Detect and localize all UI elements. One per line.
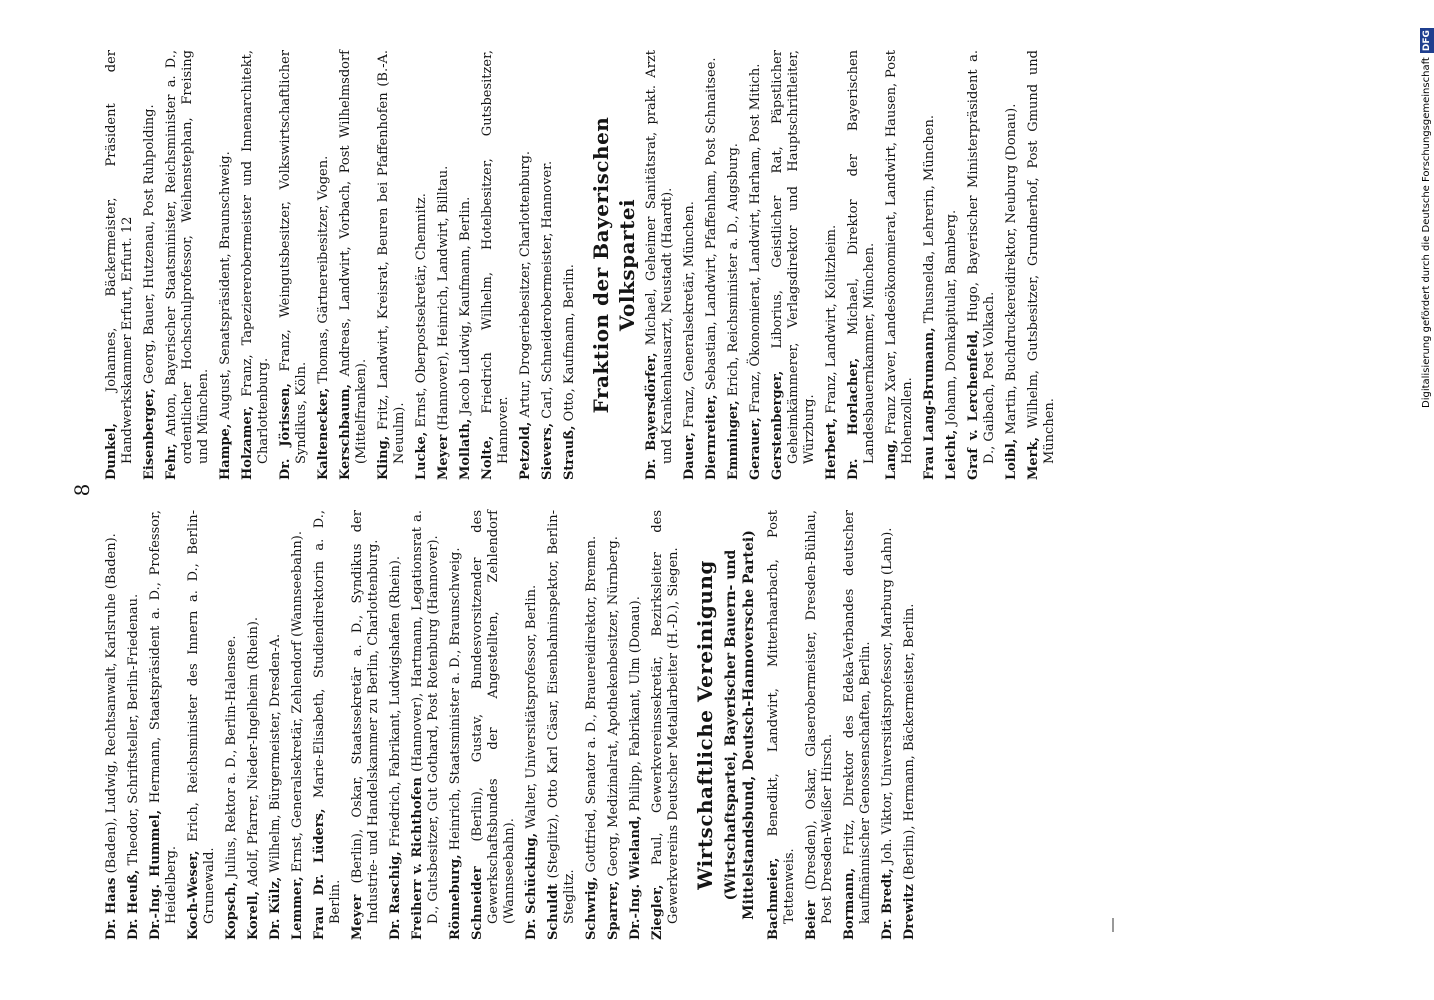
member-name: Dr. Haas — [104, 877, 119, 940]
member-name: Schneider — [470, 866, 485, 940]
member-name: Fehr, — [164, 443, 179, 480]
member-entry — [1026, 50, 1058, 480]
member-details: August, Senatspräsident, Braunschweig. — [218, 151, 233, 420]
member-details: Wilhelm, Gutsbesitzer, Grundnerhof, Post Gmund und München. — [1026, 50, 1057, 464]
member-name: Lang, — [884, 439, 899, 480]
member-name: Kaltenecker, — [316, 387, 331, 480]
member-name: Diernreiter, — [704, 394, 719, 480]
member-name: Beier — [804, 900, 819, 940]
member-entry — [338, 50, 370, 480]
member-details: Johannes, Bäckermeister, Präsident der Handwerkskammer Erfurt, Erfurt. 12 — [104, 50, 135, 464]
member-name: Graf v. Lerchenfeld, — [966, 329, 981, 480]
member-entry — [480, 50, 512, 480]
member-details: Joh. Viktor, Universitätsprofessor, Marburg (Lahn). — [880, 527, 895, 865]
member-entry — [126, 510, 142, 940]
member-details: Franz, Weingutsbesitzer, Volkswirtschaftlicher Syndikus, Köln. — [278, 50, 309, 464]
member-name: Holzamer, — [240, 405, 255, 480]
member-name: Petzold, — [518, 421, 533, 480]
member-details: Sebastian, Landwirt, Pfaffenham, Post Schnaitsee. — [704, 57, 719, 391]
member-details: Otto, Kaufmann, Berlin. — [562, 264, 577, 422]
member-name: Dunkel, — [104, 423, 119, 480]
member-entry — [842, 510, 874, 940]
member-entry — [704, 50, 720, 480]
member-details: Erich, Reichsminister a. D., Augsburg. — [726, 143, 741, 397]
member-name: Emminger, — [726, 400, 741, 480]
member-entry — [902, 510, 918, 940]
rotated-page-content — [70, 40, 1380, 940]
member-entry — [726, 50, 742, 480]
member-name: Herbert, — [824, 417, 839, 480]
member-details: Marie-Elisabeth, Studiendirektorin a. D., Berlin. — [312, 510, 343, 924]
member-entry — [104, 50, 136, 480]
member-name: Kopsch, — [224, 882, 239, 940]
member-entry — [376, 50, 408, 480]
member-entry — [148, 510, 180, 940]
member-name: Dr. Bredt, — [880, 868, 895, 940]
member-entry — [224, 510, 240, 940]
member-name: Lucke, — [414, 431, 429, 480]
member-details: Georg, Bauer, Hutzenau, Post Ruhpolding. — [142, 104, 157, 384]
member-entry — [458, 50, 474, 480]
left-entries-a — [104, 510, 682, 940]
member-entry — [470, 510, 518, 940]
member-entry — [944, 50, 960, 480]
section-heading-bayerische-volkspartei: Fraktion der Bayerischen Volkspartei — [589, 116, 639, 414]
member-entry — [524, 510, 540, 940]
member-details: Julius, Rektor a. D., Berlin-Halensee. — [224, 635, 239, 878]
member-entry — [388, 510, 404, 940]
member-name: Eisenberger, — [142, 388, 157, 480]
member-entry — [804, 510, 836, 940]
member-details: Franz Xaver, Landesökonomierat, Landwirt, Hausen, Post Hohenzollen. — [884, 50, 915, 464]
member-details: Franz, Generalsekretär, München. — [682, 201, 697, 428]
member-entry — [884, 50, 916, 480]
member-name: Meyer — [436, 434, 451, 480]
left-entries-b — [766, 510, 918, 940]
member-details: Walter, Universitätsprofessor, Berlin. — [524, 584, 539, 829]
member-name: Dauer, — [682, 432, 697, 480]
member-name: Bachmeier, — [766, 857, 781, 940]
member-name: Drewitz — [902, 884, 917, 940]
digitization-sidebar — [1418, 8, 1434, 428]
right-column — [104, 50, 1064, 480]
member-entry — [350, 510, 382, 940]
member-entry — [186, 510, 218, 940]
member-name: Kling, — [376, 435, 391, 480]
member-name: Bormann, — [842, 867, 857, 940]
member-entry — [748, 50, 764, 480]
member-details: (Dresden), Oskar, Glaserobermeister, Dresden-Bühlau, Post Dresden-Weißer Hirsch. — [804, 509, 835, 924]
member-details: Carl, Schneiderobermeister, Hannover. — [540, 160, 555, 419]
member-name: Gerstenberger, — [770, 370, 785, 480]
section-heading-wirtschaftliche-vereinigung: Wirtschaftliche Vereinigung — [693, 560, 717, 890]
member-details: Thusnelda, Lehrerin, München. — [922, 115, 937, 324]
member-details: Martin, Buchdruckereidirektor, Neuburg (Donau). — [1004, 103, 1019, 435]
member-details: Franz, Tapeziererobermeister und Innenarchitekt, Charlottenburg. — [240, 50, 271, 464]
member-entry — [1004, 50, 1020, 480]
sidebar-credit-text: Digitalisierung gefördert durch die Deutsche Forschungsgemeinschaft — [1421, 57, 1432, 408]
member-entry — [628, 510, 644, 940]
member-details: Michael, Geheimer Sanitätsrat, prakt. Arzt und Krankenhausarzt, Neustadt (Haardt). — [644, 50, 675, 464]
member-entry — [644, 50, 676, 480]
member-details: (Berlin), Gustav, Bundesvorsitzender des Gewerkschaftsbundes der Angestellten, Zehlendorf (Wannseebahn). — [470, 510, 517, 924]
member-entry — [316, 50, 332, 480]
member-entry — [240, 50, 272, 480]
right-entries-a — [104, 50, 578, 480]
sidebar-text-line — [1420, 8, 1434, 408]
member-name: Rönneburg, — [448, 854, 463, 940]
member-entry — [562, 50, 578, 480]
member-name: Koch-Weser, — [186, 850, 201, 940]
member-details: Georg, Medizinalrat, Apothekenbesitzer, Nürnberg. — [606, 536, 621, 877]
member-name: Ziegler, — [650, 884, 665, 940]
member-details: Franz, Landwirt, Kolitzheim. — [824, 224, 839, 414]
member-name: Loibl, — [1004, 438, 1019, 480]
member-entry — [414, 50, 430, 480]
member-details: Ernst, Oberpostsekretär, Chemnitz. — [414, 193, 429, 428]
member-entry — [682, 50, 698, 480]
member-name: Schwrig, — [584, 876, 599, 940]
dfg-logo: DFG — [1422, 30, 1432, 52]
member-entry — [104, 510, 120, 940]
member-details: Thomas, Gärtnereibesitzer, Vogen. — [316, 155, 331, 384]
member-entry — [770, 50, 818, 480]
member-details: Paul, Gewerkvereinssekretär, Bezirksleiter des Gewerkvereins Deutscher Metallarbeiter (H.-D.), Siegen. — [650, 509, 681, 924]
member-entry — [142, 50, 158, 480]
member-name: Sparrer, — [606, 880, 621, 940]
member-entry — [766, 510, 798, 940]
member-details: Hugo, Bayerischer Ministerpräsident a. D., Gaibach, Post Volkach. — [966, 49, 997, 464]
member-name: Leicht, — [944, 429, 959, 480]
member-details: Fritz, Landwirt, Kreisrat, Beuren bei Pfaffenhofen (B.-A. Neuulm). — [376, 50, 407, 464]
member-entry — [546, 510, 578, 940]
member-name: Dr. Jörissen, — [278, 383, 293, 480]
member-entry — [164, 50, 212, 480]
member-name: Kerschbaum, — [338, 383, 353, 480]
member-name: Dr. Horlacher, — [846, 357, 861, 480]
member-details: Wilhelm, Bürgermeister, Dresden-A. — [268, 633, 283, 873]
member-name: Sievers, — [540, 422, 555, 480]
member-name: Hampe, — [218, 423, 233, 480]
member-details: Artur, Drogeriebesitzer, Charlottenburg. — [518, 150, 533, 418]
member-name: Frau Dr. Lüders, — [312, 808, 327, 940]
member-details: Michael, Direktor der Bayerischen Landesbauernkammer, München. — [846, 49, 877, 464]
member-entry — [312, 510, 344, 940]
member-name: Meyer — [350, 894, 365, 940]
member-details: Johann, Domkapitular, Bamberg. — [944, 209, 959, 426]
member-name: Dr. Schücking, — [524, 832, 539, 940]
member-entry — [290, 510, 306, 940]
scan-mark — [1112, 918, 1114, 932]
right-entries-b — [644, 50, 1058, 480]
member-details: Benedikt, Landwirt, Mitterhaarbach, Post Tettenweis. — [766, 510, 797, 924]
member-name: Mollath, — [458, 418, 473, 480]
member-name: Dr.-Ing. Wieland, — [628, 815, 643, 940]
member-entry — [278, 50, 310, 480]
member-entry — [268, 510, 284, 940]
member-name: Frau Lang-Brumann, — [922, 327, 937, 480]
member-name: Dr. Bayersdörfer, — [644, 352, 659, 480]
member-details: Franz, Ökonomierat, Landwirt, Harham, Post Mitich. — [748, 63, 763, 414]
member-details: (Hannover), Heinrich, Landwirt, Billtau. — [436, 165, 451, 431]
section-subheading: (Wirtschaftspartei, Bayerischer Bauern- und Mittelstandsbund, Deutsch-Hannoversche Partei) — [723, 530, 757, 920]
member-details: Erich, Reichsminister des Innern a. D., Berlin-Grunewald. — [186, 510, 217, 924]
member-name: Korell, — [246, 890, 261, 940]
member-entry — [824, 50, 840, 480]
member-name: Dr. Heuß, — [126, 869, 141, 940]
member-entry — [246, 510, 262, 940]
member-entry — [448, 510, 464, 940]
member-entry — [436, 50, 452, 480]
member-name: Merk, — [1026, 436, 1041, 480]
member-details: Andreas, Landwirt, Vorbach, Post Wilhelmsdorf (Mittelfranken). — [338, 50, 369, 464]
member-details: (Hannover), Hartmann, Legationsrat a. D., Gutsbesitzer, Gut Gothard, Post Rotenburg (Hannover). — [410, 510, 441, 924]
member-entry — [880, 510, 896, 940]
member-details: Anton, Bayerischer Staatsminister, Reichsminister a. D., ordentlicher Hochschulprofessor, Weihenstephan, Freising und München. — [164, 50, 211, 464]
member-entry — [540, 50, 556, 480]
member-entry — [518, 50, 534, 480]
member-name: Dr. Külz, — [268, 876, 283, 940]
member-details: Liborius, Geistlicher Rat, Päpstlicher Geheimkämmerer, Verlagsdirektor und Hauptschriftleiter, Würzburg. — [770, 49, 817, 464]
member-entry — [606, 510, 622, 940]
member-entry — [922, 50, 938, 480]
member-details: Jacob Ludwig, Kaufmann, Berlin. — [458, 196, 473, 415]
member-details: Heinrich, Staatsminister a. D., Braunschweig. — [448, 547, 463, 851]
member-details: Friedrich Wilhelm, Hotelbesitzer, Gutsbesitzer, Hannover. — [480, 50, 511, 464]
member-name: Dr. Raschig, — [388, 851, 403, 940]
member-details: Philipp, Fabrikant, Ulm (Donau). — [628, 596, 643, 812]
member-name: Lemmer, — [290, 876, 305, 940]
member-details: Ernst, Generalsekretär, Zehlendorf (Wannseebahn). — [290, 531, 305, 873]
member-entry — [584, 510, 600, 940]
member-name: Dr.-Ing. Hummel, — [148, 809, 163, 940]
member-entry — [846, 50, 878, 480]
member-details: Fritz, Direktor des Edeka-Verbandes deutscher kaufmännischer Genossenschaften, Berlin. — [842, 510, 873, 924]
member-name: Strauß, — [562, 425, 577, 480]
member-name: Schuldt — [546, 883, 561, 940]
member-details: Hermann, Staatspräsident a. D., Professor, Heidelberg. — [148, 510, 179, 924]
member-details: Gottfried, Senator a. D., Brauereidirektor, Bremen. — [584, 535, 599, 873]
member-details: Adolf, Pfarrer, Nieder-Ingelheim (Rhein). — [246, 616, 261, 887]
page-number: 8 — [70, 483, 94, 497]
member-details: (Steglitz), Otto Karl Cäsar, Eisenbahninspektor, Berlin-Steglitz. — [546, 510, 577, 924]
member-details: (Berlin), Hermann, Bäckermeister, Berlin. — [902, 603, 917, 880]
member-details: (Baden), Ludwig, Rechtsanwalt, Karlsruhe (Baden). — [104, 533, 119, 874]
member-entry — [218, 50, 234, 480]
member-name: Nolte, — [480, 435, 495, 480]
member-entry — [966, 50, 998, 480]
member-details: (Berlin), Oskar, Staatssekretär a. D., Syndikus der Industrie- und Handelskammer zu Berlin, Charlottenburg. — [350, 510, 381, 924]
member-entry — [650, 510, 682, 940]
member-details: Friedrich, Fabrikant, Ludwigshafen (Rhein). — [388, 555, 403, 848]
member-entry — [410, 510, 442, 940]
member-name: Freiherr v. Richthofen — [410, 777, 425, 940]
member-details: Theodor, Schriftsteller, Berlin-Friedenau. — [126, 593, 141, 866]
member-name: Gerauer, — [748, 417, 763, 480]
left-column — [104, 510, 924, 940]
